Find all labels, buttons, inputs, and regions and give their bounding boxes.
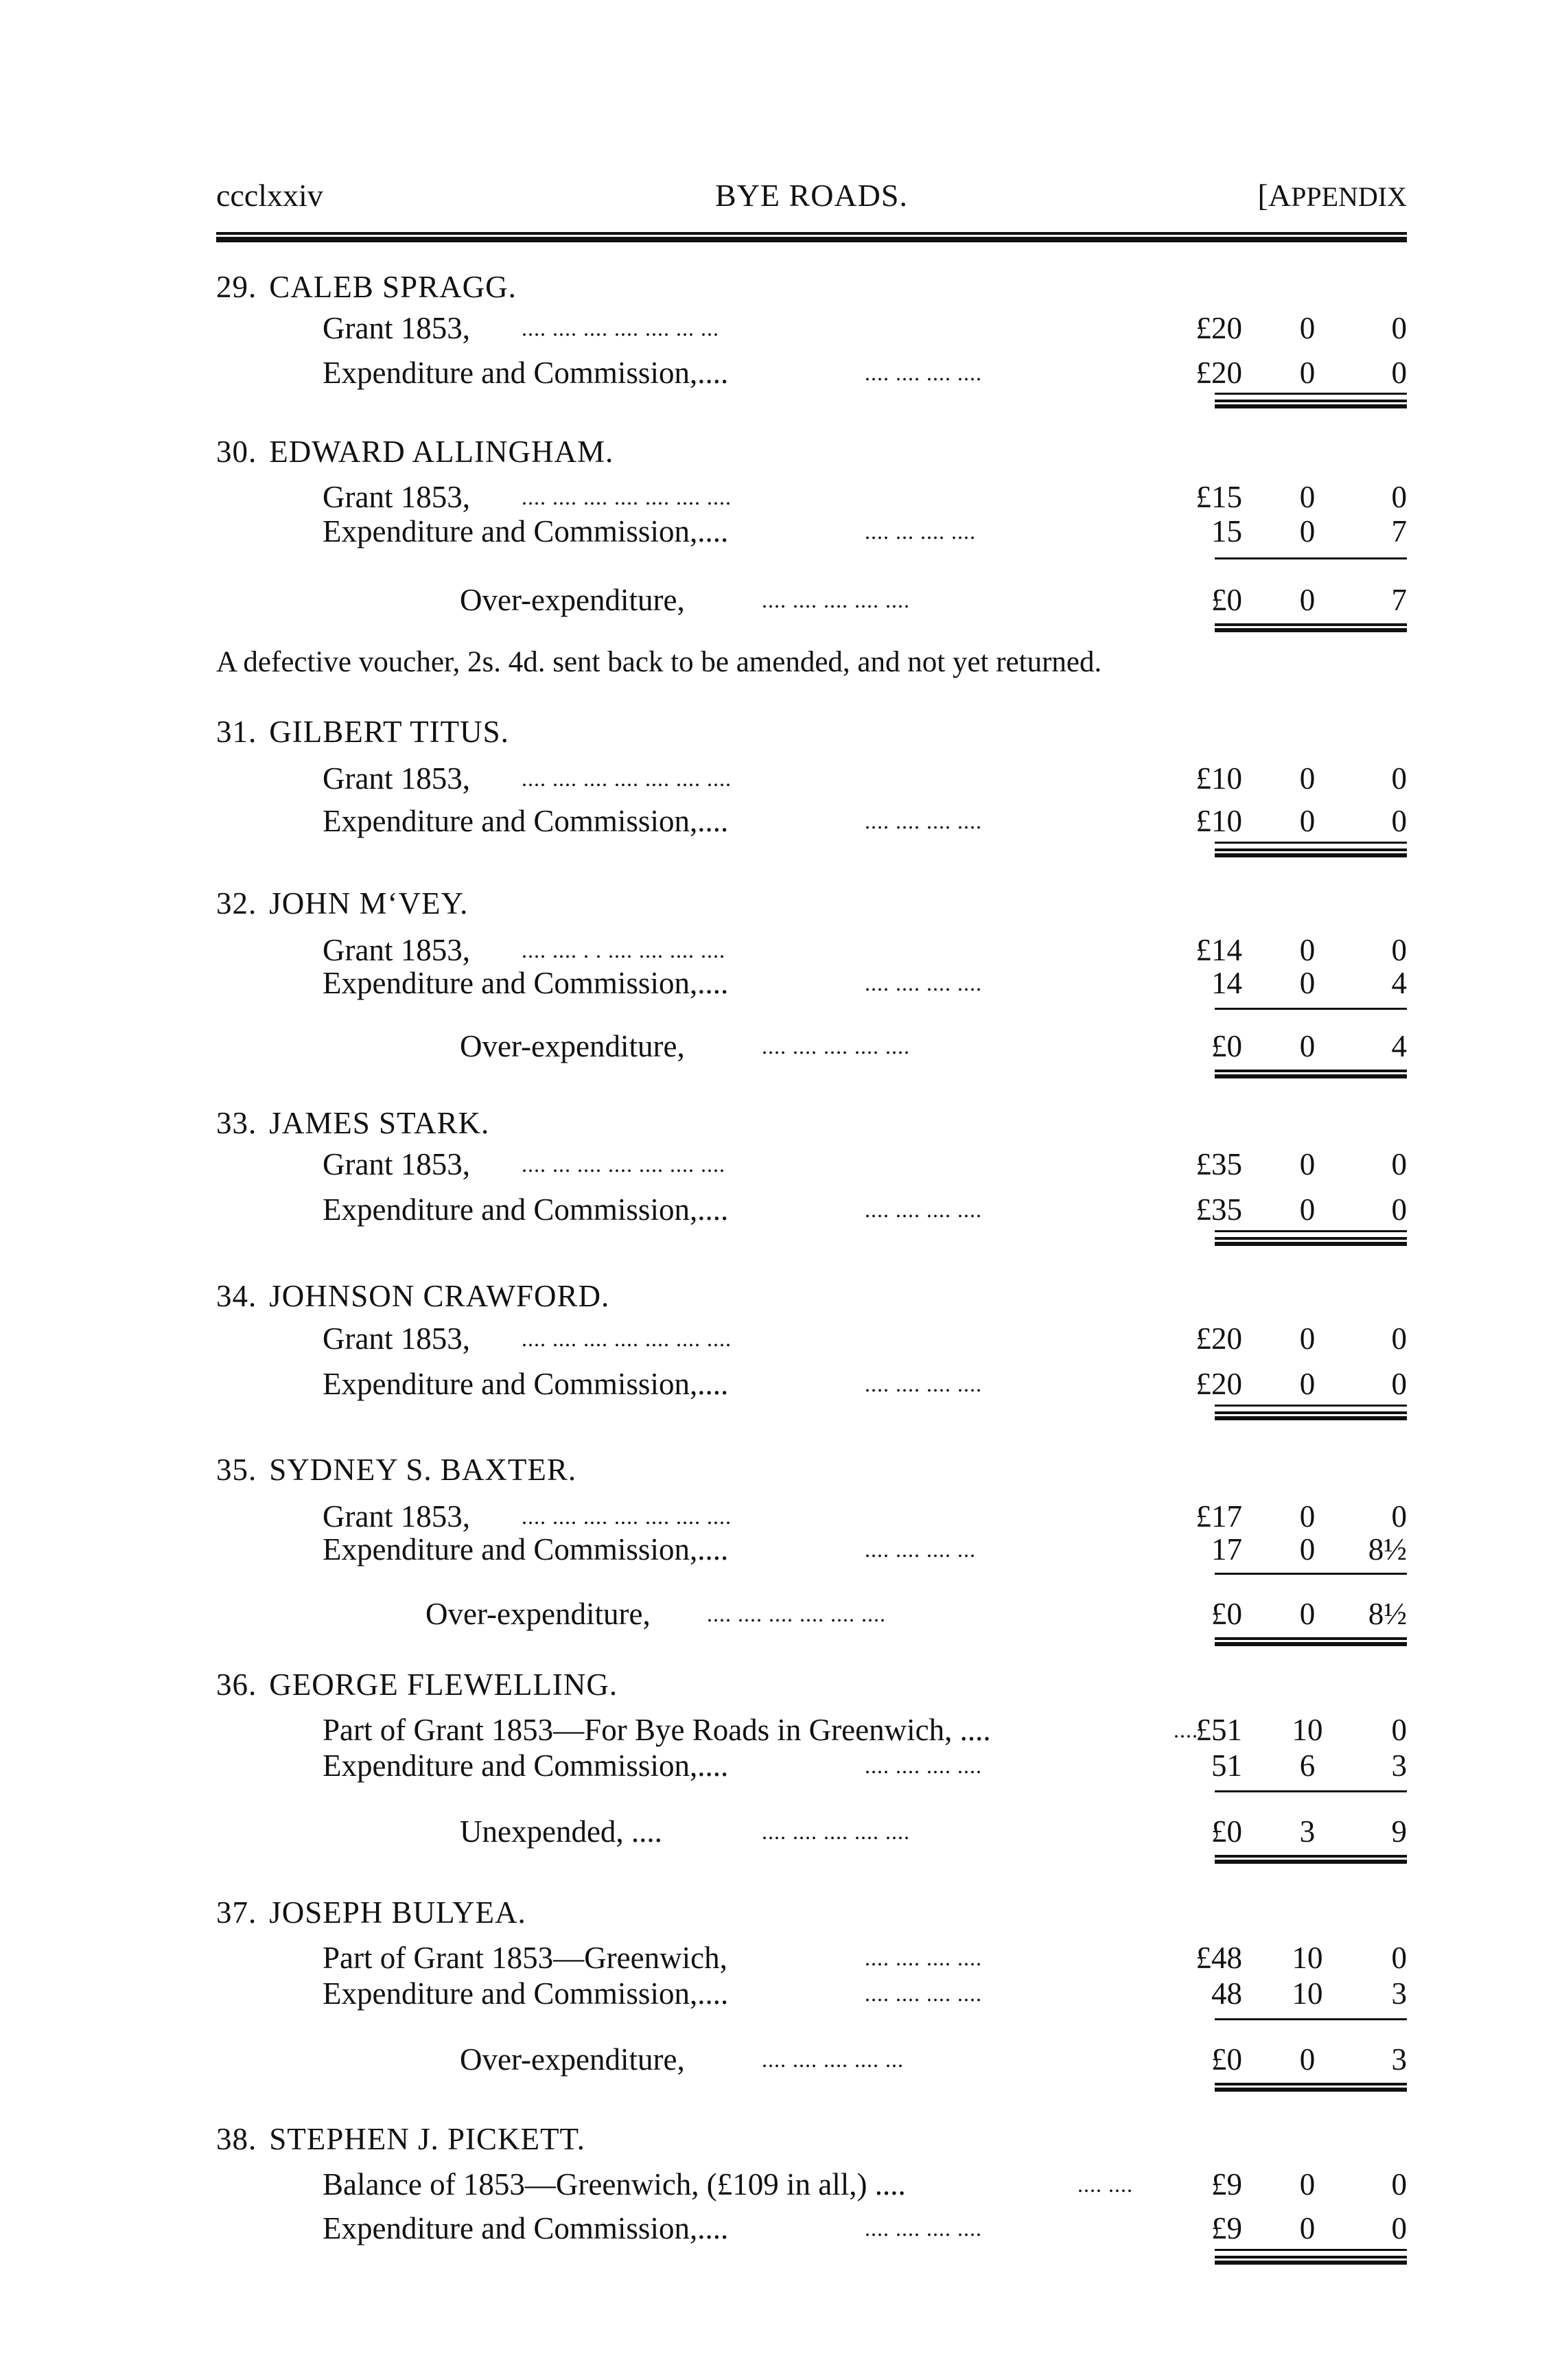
header-double-rule <box>216 232 1407 242</box>
entry-name: SYDNEY S. BAXTER. <box>269 1453 577 1487</box>
entry-name: JAMES STARK. <box>269 1106 490 1140</box>
amount-pence: 0 <box>1391 761 1407 796</box>
row-label: Expenditure and Commission,.... <box>323 804 729 838</box>
amount-pence: 8½ <box>1368 1597 1407 1631</box>
amount-shillings: 10 <box>1292 1713 1323 1747</box>
row-label: Grant 1853, <box>323 480 470 514</box>
expenditure-row <box>323 2210 1407 2252</box>
entry-heading <box>216 886 468 921</box>
leader-dots: .... .... .... .... <box>865 1372 982 1396</box>
row-label: Grant 1853, <box>323 1147 470 1181</box>
summary-label: Over-expenditure, <box>425 1597 651 1631</box>
amount-pence: 8½ <box>1368 1532 1407 1567</box>
row-label: Expenditure and Commission,.... <box>323 1976 729 2011</box>
amount-pounds: £14 <box>1196 933 1242 967</box>
row-label: Grant 1853, <box>323 1321 470 1356</box>
amount-shillings: 0 <box>1299 804 1316 838</box>
grant-row <box>323 1146 1407 1188</box>
entry-number: 29. <box>216 270 257 304</box>
leader-dots: .... <box>1174 1718 1198 1742</box>
amount-pounds: 15 <box>1211 514 1242 548</box>
summary-row <box>323 2042 1407 2083</box>
entry-heading <box>216 269 517 305</box>
leader-dots: .... .... .... .... <box>865 360 982 385</box>
amount-pounds: 48 <box>1211 1976 1242 2011</box>
running-header <box>216 177 1407 218</box>
expenditure-row <box>323 1976 1407 2017</box>
double-rule <box>1215 848 1407 857</box>
leader-dots: .... .... .... .... ... <box>762 2047 904 2072</box>
subtotal-rule <box>1215 1573 1407 1575</box>
entry-name: JOHNSON CRAWFORD. <box>269 1279 610 1313</box>
row-label: Part of Grant 1853—Greenwich, <box>323 1941 727 1975</box>
row-label: Balance of 1853—Greenwich, (£109 in all,) .... <box>323 2167 906 2202</box>
amount-pence: 4 <box>1391 966 1407 1000</box>
leader-dots: .... .... .... .... <box>865 1945 982 1970</box>
leader-dots: .... .... .... .... <box>865 971 982 995</box>
row-label: Expenditure and Commission,.... <box>323 1367 729 1401</box>
entry-name: GILBERT TITUS. <box>269 715 509 749</box>
leader-dots: .... .... .... .... .... ... ... <box>522 316 719 340</box>
summary-label: Over-expenditure, <box>460 583 685 617</box>
footnote: A defective voucher, 2s. 4d. sent back to be amended, and not yet returned. <box>216 646 1102 678</box>
summary-row <box>323 1028 1407 1070</box>
entry-heading <box>216 1895 526 1930</box>
amount-pence: 7 <box>1391 514 1407 548</box>
double-rule <box>1215 2256 1407 2265</box>
amount-shillings: 10 <box>1292 1941 1323 1975</box>
amount-pence: 0 <box>1391 1321 1407 1356</box>
leader-dots: .... .... <box>1077 2172 1133 2197</box>
row-label: Expenditure and Commission,.... <box>323 514 729 548</box>
amount-shillings: 0 <box>1299 966 1316 1000</box>
leader-dots: .... .... .... .... <box>865 1197 982 1222</box>
amount-shillings: 6 <box>1299 1748 1316 1783</box>
double-rule <box>1215 400 1407 408</box>
entry-name: STEPHEN J. PICKETT. <box>269 2122 585 2156</box>
total-rule <box>1215 393 1407 395</box>
amount-shillings: 0 <box>1299 356 1316 390</box>
entry-name: JOHN M‘VEY. <box>269 886 469 921</box>
amount-pounds: 17 <box>1211 1532 1242 1567</box>
double-rule <box>1215 623 1407 632</box>
leader-dots: .... .... .... .... <box>865 1981 982 2006</box>
amount-shillings: 0 <box>1299 761 1316 796</box>
amount-pence: 3 <box>1391 1748 1407 1783</box>
amount-pounds: £9 <box>1211 2211 1242 2245</box>
expenditure-row <box>323 965 1407 1006</box>
amount-pounds: 14 <box>1211 966 1242 1000</box>
amount-pounds: £0 <box>1211 1814 1242 1849</box>
amount-pence: 0 <box>1391 1713 1407 1747</box>
entry-heading <box>216 1278 609 1314</box>
amount-pounds: £51 <box>1196 1713 1242 1747</box>
row-label: Grant 1853, <box>323 933 470 967</box>
double-rule <box>1215 1411 1407 1420</box>
entry-number: 38. <box>216 2122 257 2156</box>
amount-shillings: 0 <box>1299 1321 1316 1356</box>
amount-shillings: 0 <box>1299 1532 1316 1567</box>
subtotal-rule <box>1215 1790 1407 1792</box>
amount-pence: 3 <box>1391 2042 1407 2077</box>
entry-name: CALEB SPRAGG. <box>269 270 517 304</box>
leader-dots: .... .... .... .... .... .... .... <box>522 485 732 509</box>
expenditure-row <box>323 355 1407 396</box>
amount-pence: 0 <box>1391 804 1407 838</box>
leader-dots: .... .... .... .... .... .... .... <box>522 1326 732 1351</box>
leader-dots: .... .... .... .... <box>865 1753 982 1778</box>
amount-shillings: 0 <box>1299 583 1316 617</box>
amount-pounds: £10 <box>1196 761 1242 796</box>
entry-name: EDWARD ALLINGHAM. <box>269 435 614 469</box>
amount-pence: 9 <box>1391 1814 1407 1849</box>
entry-number: 37. <box>216 1895 257 1930</box>
leader-dots: .... .... .... .... .... .... <box>707 1602 886 1626</box>
amount-pence: 0 <box>1391 1367 1407 1401</box>
summary-label: Unexpended, .... <box>460 1814 662 1849</box>
amount-pence: 0 <box>1391 356 1407 390</box>
row-label: Expenditure and Commission,.... <box>323 1532 729 1567</box>
page-title: BYE ROADS. <box>715 178 908 213</box>
subtotal-rule <box>1215 2018 1407 2020</box>
amount-shillings: 0 <box>1299 1192 1316 1227</box>
subtotal-rule <box>1215 557 1407 559</box>
row-label: Expenditure and Commission,.... <box>323 1748 729 1783</box>
total-rule <box>1215 1405 1407 1407</box>
amount-shillings: 0 <box>1299 2167 1316 2202</box>
amount-shillings: 0 <box>1299 2042 1316 2077</box>
entry-heading <box>216 1667 618 1702</box>
entry-name: JOSEPH BULYEA. <box>269 1895 526 1930</box>
amount-shillings: 0 <box>1299 1029 1316 1063</box>
summary-row <box>323 1814 1407 1855</box>
row-label: Expenditure and Commission,.... <box>323 966 729 1000</box>
total-rule <box>1215 2249 1407 2251</box>
entry-heading <box>216 2121 585 2157</box>
amount-pence: 0 <box>1391 1192 1407 1227</box>
row-label: Expenditure and Commission,.... <box>323 2211 729 2245</box>
entry-heading <box>216 1452 576 1488</box>
grant-row <box>323 1712 1407 1753</box>
amount-pounds: £35 <box>1196 1147 1242 1181</box>
amount-shillings: 0 <box>1299 1367 1316 1401</box>
amount-shillings: 0 <box>1299 311 1316 345</box>
row-label: Grant 1853, <box>323 1499 470 1534</box>
amount-pounds: £20 <box>1196 1367 1242 1401</box>
leader-dots: .... .... . . .... .... .... .... <box>522 938 725 962</box>
expenditure-row <box>323 513 1407 555</box>
amount-pounds: 51 <box>1211 1748 1242 1783</box>
appendix-rest: PPENDIX <box>1291 181 1407 212</box>
amount-pounds: £0 <box>1211 1029 1242 1063</box>
amount-shillings: 0 <box>1299 2211 1316 2245</box>
double-rule <box>1215 2083 1407 2092</box>
leader-dots: .... .... .... .... .... <box>762 1034 910 1059</box>
leader-dots: .... .... .... .... <box>865 2216 982 2241</box>
entry-number: 35. <box>216 1453 257 1487</box>
amount-pence: 0 <box>1391 311 1407 345</box>
total-rule <box>1215 1230 1407 1232</box>
summary-row <box>323 1596 1407 1637</box>
expenditure-row <box>323 1192 1407 1233</box>
row-label: Grant 1853, <box>323 761 470 796</box>
summary-label: Over-expenditure, <box>460 1029 685 1063</box>
amount-pence: 7 <box>1391 583 1407 617</box>
entry-number: 36. <box>216 1667 257 1702</box>
entry-name: GEORGE FLEWELLING. <box>269 1667 618 1702</box>
amount-pounds: £48 <box>1196 1941 1242 1975</box>
double-rule <box>1215 1070 1407 1078</box>
entry-number: 31. <box>216 715 257 749</box>
amount-pounds: £17 <box>1196 1499 1242 1534</box>
grant-row <box>323 761 1407 802</box>
grant-row <box>323 1940 1407 1981</box>
amount-pence: 0 <box>1391 2211 1407 2245</box>
leader-dots: .... .... .... .... .... <box>762 588 910 612</box>
leader-dots: .... .... .... ... <box>865 1537 976 1562</box>
row-label: Grant 1853, <box>323 311 470 345</box>
entry-number: 32. <box>216 886 257 921</box>
amount-shillings: 3 <box>1299 1814 1316 1849</box>
entry-heading <box>216 434 614 470</box>
subtotal-rule <box>1215 1008 1407 1010</box>
expenditure-row <box>323 1748 1407 1789</box>
amount-pounds: £0 <box>1211 2042 1242 2077</box>
amount-shillings: 10 <box>1292 1976 1323 2011</box>
entry-heading <box>216 714 509 750</box>
amount-pounds: £10 <box>1196 804 1242 838</box>
amount-shillings: 0 <box>1299 933 1316 967</box>
amount-pounds: £35 <box>1196 1192 1242 1227</box>
page-folio: ccclxxiv <box>216 178 323 213</box>
expenditure-row <box>323 1366 1407 1407</box>
entry-number: 30. <box>216 435 257 469</box>
amount-pounds: £9 <box>1211 2167 1242 2202</box>
grant-row <box>323 2167 1407 2208</box>
amount-pounds: £20 <box>1196 1321 1242 1356</box>
appendix-marker <box>1258 177 1407 213</box>
amount-pence: 3 <box>1391 1976 1407 2011</box>
amount-shillings: 0 <box>1299 1597 1316 1631</box>
row-label: Part of Grant 1853—For Bye Roads in Greenwich, .... <box>323 1713 991 1747</box>
amount-shillings: 0 <box>1299 514 1316 548</box>
total-rule <box>1215 842 1407 844</box>
expenditure-row <box>323 1532 1407 1573</box>
amount-shillings: 0 <box>1299 480 1316 514</box>
entry-number: 34. <box>216 1279 257 1313</box>
amount-pence: 0 <box>1391 1941 1407 1975</box>
double-rule <box>1215 1637 1407 1646</box>
row-label: Expenditure and Commission,.... <box>323 356 729 390</box>
summary-row <box>323 582 1407 623</box>
amount-pence: 4 <box>1391 1029 1407 1063</box>
double-rule <box>1215 1237 1407 1246</box>
amount-pounds: £20 <box>1196 356 1242 390</box>
leader-dots: .... .... .... .... .... .... .... <box>522 766 732 791</box>
amount-pounds: £0 <box>1211 1597 1242 1631</box>
entry-heading <box>216 1105 489 1141</box>
amount-pence: 0 <box>1391 1499 1407 1534</box>
amount-pence: 0 <box>1391 1147 1407 1181</box>
amount-pounds: £0 <box>1211 583 1242 617</box>
appendix-initial: A <box>1268 178 1292 213</box>
amount-pence: 0 <box>1391 2167 1407 2202</box>
amount-pence: 0 <box>1391 933 1407 967</box>
double-rule <box>1215 1855 1407 1864</box>
amount-pounds: £20 <box>1196 311 1242 345</box>
entry-number: 33. <box>216 1106 257 1140</box>
amount-shillings: 0 <box>1299 1499 1316 1534</box>
leader-dots: .... .... .... .... .... .... .... <box>522 1504 732 1529</box>
leader-dots: .... .... .... .... <box>865 809 982 833</box>
expenditure-row <box>323 803 1407 844</box>
summary-label: Over-expenditure, <box>460 2042 685 2077</box>
leader-dots: .... .... .... .... .... <box>762 1819 910 1844</box>
grant-row <box>323 310 1407 351</box>
leader-dots: .... ... .... .... <box>865 519 976 544</box>
leader-dots: .... ... .... .... .... .... .... <box>522 1152 725 1177</box>
amount-pence: 0 <box>1391 480 1407 514</box>
amount-pounds: £15 <box>1196 480 1242 514</box>
amount-shillings: 0 <box>1299 1147 1316 1181</box>
row-label: Expenditure and Commission,.... <box>323 1192 729 1227</box>
grant-row <box>323 1321 1407 1362</box>
appendix-bracket: [ <box>1257 178 1268 213</box>
